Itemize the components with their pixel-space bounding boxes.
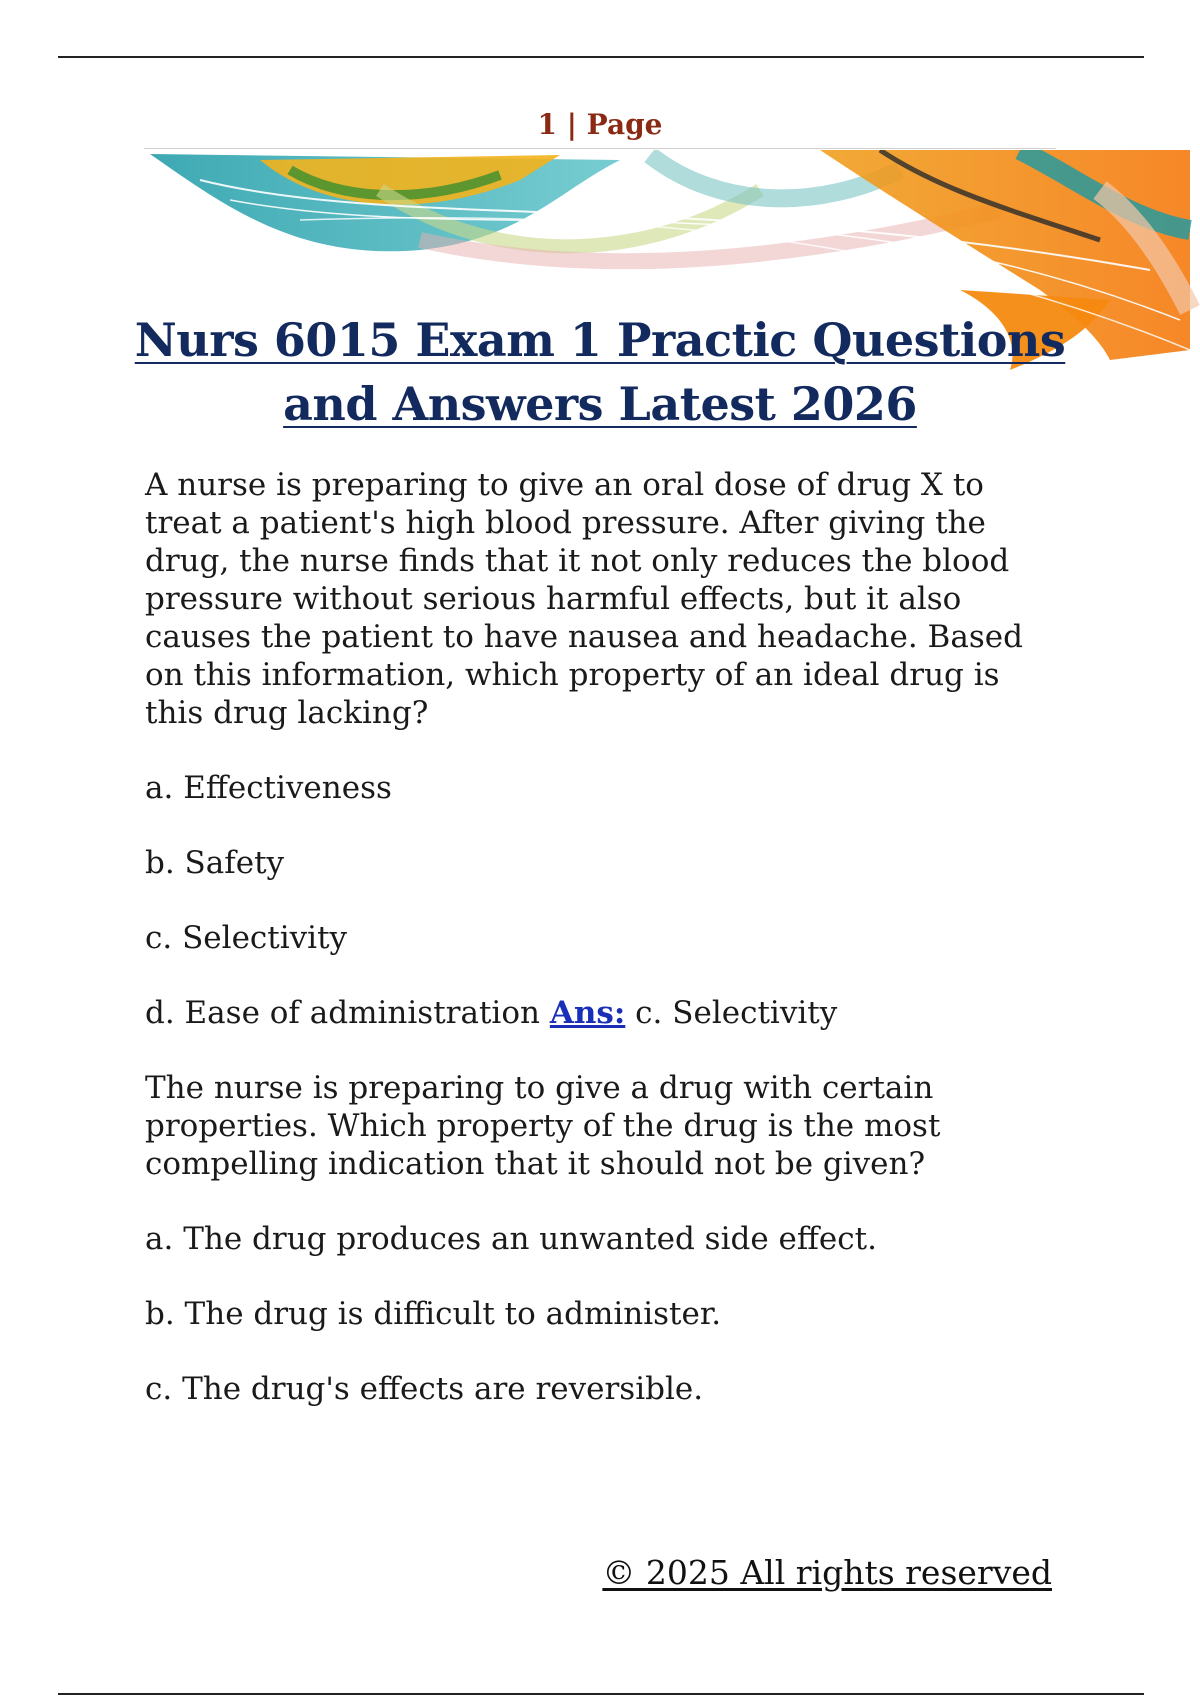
question-1-option-b: b. Safety	[145, 845, 285, 881]
document-title	[130, 308, 1070, 436]
question-1-option-d-row	[145, 994, 1045, 1032]
question-1-answer: c. Selectivity	[635, 995, 838, 1031]
question-2-option-a: a. The drug produces an unwanted side effect.	[145, 1221, 877, 1257]
answer-link[interactable]: Ans:	[549, 995, 626, 1031]
copyright-notice: © 2025 All rights reserved	[602, 1553, 1052, 1592]
question-2-option-c: c. The drug's effects are reversible.	[145, 1371, 704, 1407]
header-divider	[144, 148, 1056, 149]
question-1-option-d: d. Ease of administration	[145, 995, 540, 1031]
question-1-option-a: a. Effectiveness	[145, 770, 392, 806]
top-rule	[58, 56, 1144, 58]
bottom-rule	[58, 1693, 1144, 1695]
title-line-2: and Answers Latest 2026	[283, 377, 917, 431]
page-number-header: 1 | Page	[537, 108, 663, 141]
question-1-option-c: c. Selectivity	[145, 920, 348, 956]
question-2-option-b: b. The drug is difficult to administer.	[145, 1296, 722, 1332]
title-line-1: Nurs 6015 Exam 1 Practic Questions	[134, 313, 1066, 367]
questions-body	[145, 466, 1045, 1445]
question-1-stem: A nurse is preparing to give an oral dose of drug X to treat a patient's high blood pressure. After giving the drug, the nurse finds that it not only reduces the blood pressure without serious harmful effects, but it also causes the patient to have nausea and headache. Based on this information, which property of an ideal drug is this drug lacking?	[145, 467, 1023, 731]
question-2-stem: The nurse is preparing to give a drug with certain properties. Which property of the drug is the most compelling indication that it should not be given?	[145, 1070, 941, 1182]
